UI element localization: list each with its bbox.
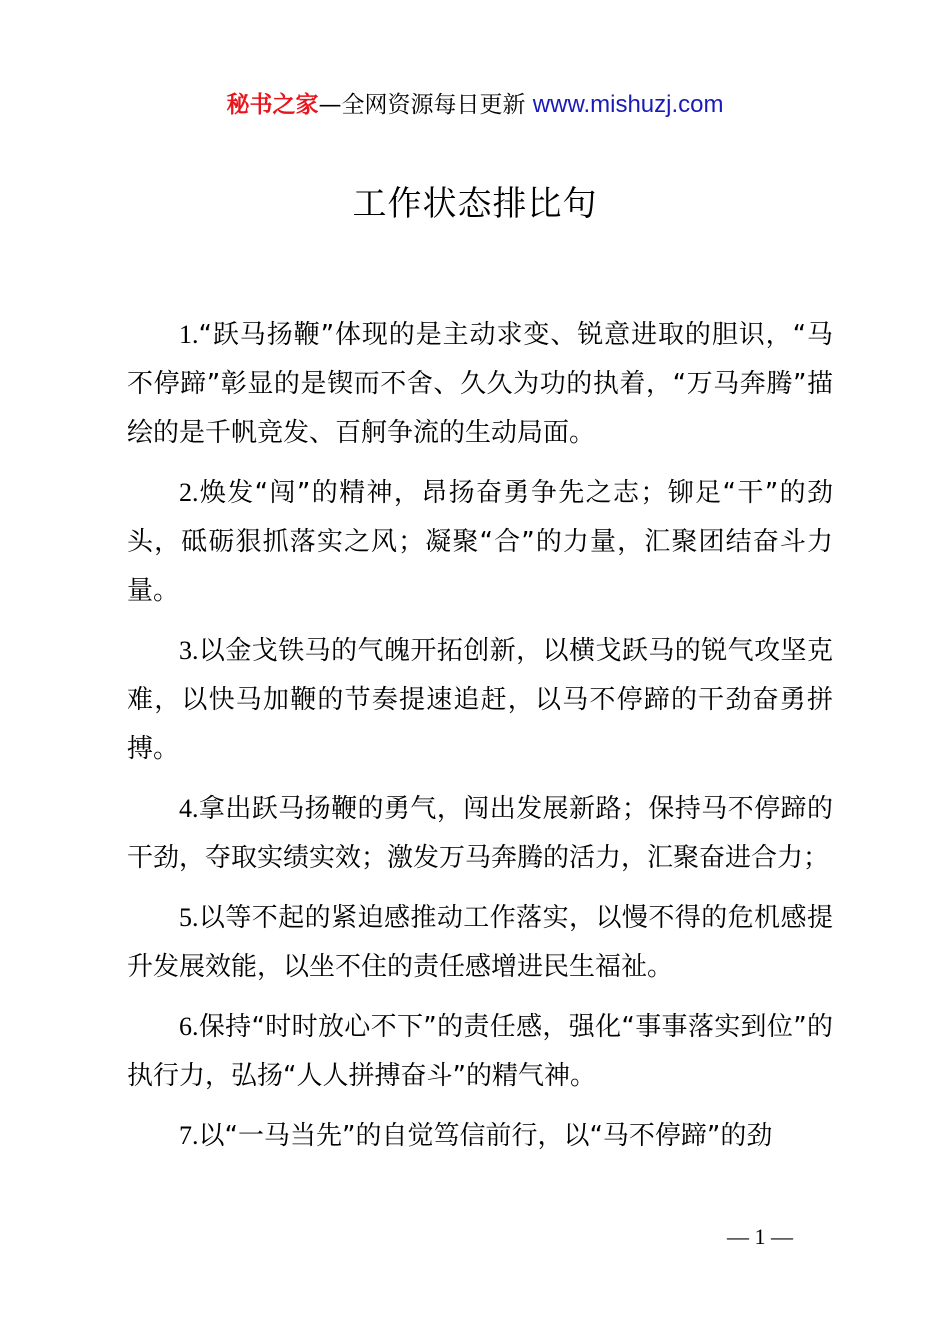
paragraph-4 xyxy=(127,784,833,883)
paragraph-6 xyxy=(127,1002,833,1101)
paragraph-number: 2. xyxy=(179,478,199,507)
paragraph-text: 拿出跃马扬鞭的勇气，闯出发展新路；保持马不停蹄的干劲，夺取实绩实效；激发万马奔腾的活力，汇聚奋进合力； xyxy=(127,794,833,873)
paragraph-1 xyxy=(127,310,833,458)
paragraph-3 xyxy=(127,626,833,774)
paragraph-number: 5. xyxy=(179,903,199,932)
site-url-link[interactable]: www.mishuzj.com xyxy=(532,91,724,118)
paragraph-text: 以等不起的紧迫感推动工作落实，以慢不得的危机感提升发展效能，以坐不住的责任感增进民生福祉。 xyxy=(127,903,833,982)
document-title: 工作状态排比句 xyxy=(352,184,598,224)
paragraph-number: 4. xyxy=(179,794,199,823)
paragraph-text: 焕发“闯”的精神，昂扬奋勇争先之志；铆足“干”的劲头，砥砺狠抓落实之风；凝聚“合”的力量，汇聚团结奋斗力量。 xyxy=(127,478,833,606)
paragraph-number: 3. xyxy=(179,636,199,665)
paragraph-text: 以金戈铁马的气魄开拓创新，以横戈跃马的锐气攻坚克难，以快马加鞭的节奏提速追赶，以马不停蹄的干劲奋勇拼搏。 xyxy=(127,636,833,764)
header-tagline: —全网资源每日更新 xyxy=(318,92,526,118)
paragraph-number: 1. xyxy=(179,320,199,349)
paragraph-text: 以“一马当先”的自觉笃信前行，以“马不停蹄”的劲 xyxy=(198,1121,773,1151)
paragraph-5 xyxy=(127,893,833,992)
brand-name: 秘书之家 xyxy=(226,92,319,118)
paragraph-text: “跃马扬鞭”体现的是主动求变、锐意进取的胆识，“马不停蹄”彰显的是锲而不舍、久久为功的执着，“万马奔腾”描绘的是千帆竞发、百舸争流的生动局面。 xyxy=(127,320,833,448)
page-number: — 1 — xyxy=(727,1224,793,1249)
paragraph-number: 6. xyxy=(179,1012,199,1041)
paragraph-number: 7. xyxy=(179,1121,199,1150)
paragraph-7 xyxy=(127,1111,833,1161)
paragraph-2 xyxy=(127,468,833,616)
paragraph-text: 保持“时时放心不下”的责任感，强化“事事落实到位”的执行力，弘扬“人人拼搏奋斗”的精气神。 xyxy=(127,1012,833,1091)
site-header xyxy=(0,88,950,122)
document-body xyxy=(127,310,833,1171)
